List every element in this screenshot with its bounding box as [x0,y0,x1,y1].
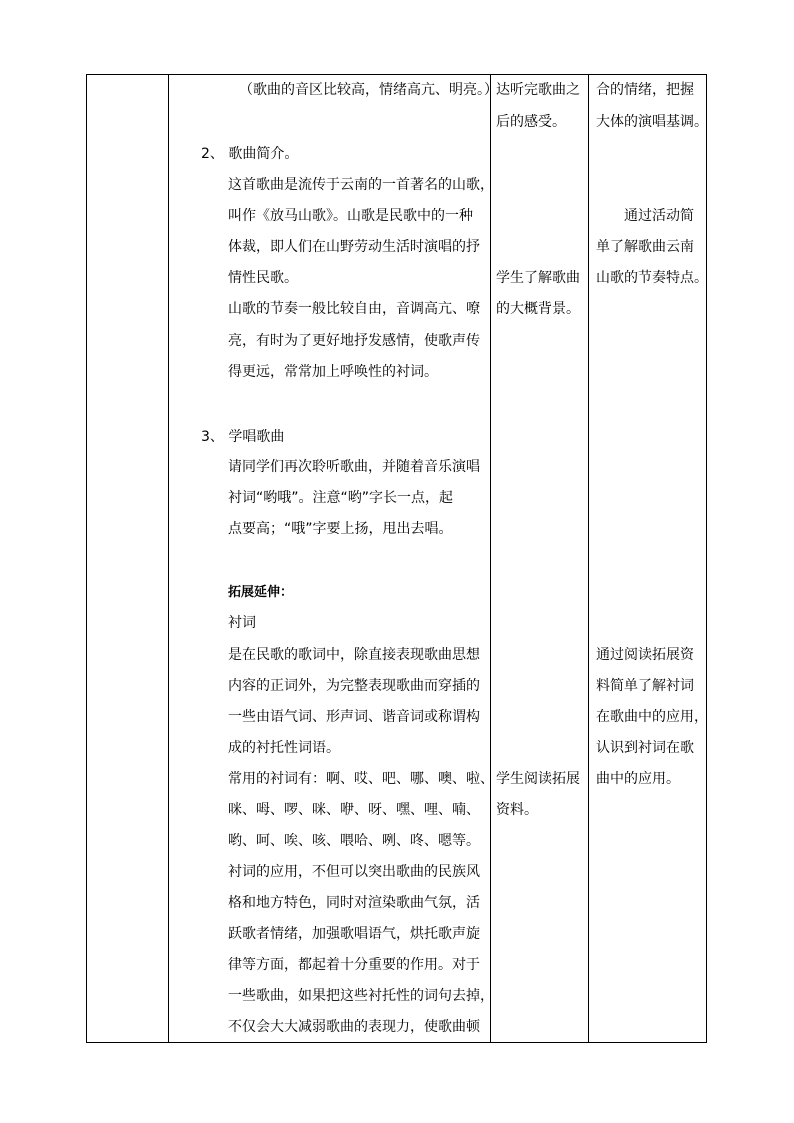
text-line: 单了解歌曲云南 [596,239,694,255]
text-line: 曲中的应用。 [596,771,680,787]
text-line: 跃歌者情绪，加强歌唱语气，烘托歌声旋 [228,926,480,942]
text-line: 请同学们再次聆听歌曲，并随着音乐演唱 [228,459,480,475]
text-line: 通过活动简 [624,208,694,224]
text-line: 的大概背景。 [496,301,580,317]
text-line: 点要高；“哦”字要上扬，甩出去唱。 [228,521,453,537]
text-line: 学生阅读拓展 [496,771,580,787]
text-line: 情性民歌。 [228,270,298,286]
text-line: 料简单了解衬词 [596,678,694,694]
text-line: 律等方面，都起着十分重要的作用。对于 [228,957,480,973]
column-divider [168,75,169,1042]
text-line: 衬词的应用，不但可以突出歌曲的民族风 [228,864,480,880]
section-heading: 2、 歌曲简介。 [201,146,299,162]
text-line: 格和地方特色，同时对渲染歌曲气氛，活 [228,895,480,911]
text-line: 一些由语气词、形声词、谐音词或称谓构 [228,709,480,725]
column-divider [490,75,491,1042]
text-line: 山歌的节奏一般比较自由，音调高亢、嘹 [228,301,480,317]
text-line: 成的衬托性词语。 [228,740,340,756]
text-line: 不仅会大大减弱歌曲的表现力，使歌曲顿 [228,1019,480,1035]
section-heading: 3、 学唱歌曲 [201,429,285,445]
text-line: 一些歌曲，如果把这些衬托性的词句去掉， [228,988,494,1004]
text-line: 常用的衬词有：啊、哎、吧、哪、噢、啦、 [228,771,494,787]
text-line: （歌曲的音区比较高，情绪高亢、明亮。） [239,82,498,98]
text-line: 学生了解歌曲 [496,270,580,286]
text-line: 叫作《放马山歌》。山歌是民歌中的一种 [228,208,473,224]
text-line: 内容的正词外，为完整表现歌曲而穿插的 [228,678,480,694]
text-line: 得更远，常常加上呼唤性的衬词。 [228,364,438,380]
column-divider [588,75,589,1042]
text-line: 衬词“哟哦”。注意“哟”字长一点，起 [228,490,454,506]
text-line: 哟、呵、唉、咳、喂哈、咧、咚、嗯等。 [228,833,480,849]
text-line: 合的情绪，把握 [596,82,694,98]
text-line: 认识到衬词在歌 [596,740,694,756]
text-line: 后的感受。 [496,114,566,130]
text-line: 亮，有时为了更好地抒发感情，使歌声传 [228,333,480,349]
text-line: 体裁，即人们在山野劳动生活时演唱的抒 [228,239,480,255]
text-line: 咪、呣、啰、咪、咿、呀、嘿、哩、喃、 [228,802,480,818]
extension-heading: 拓展延伸： [228,585,294,600]
text-line: 在歌曲中的应用， [596,709,708,725]
text-line: 达听完歌曲之 [496,82,580,98]
text-line: 大体的演唱基调。 [596,114,708,130]
text-line: 山歌的节奏特点。 [596,270,708,286]
text-line: 衬词 [228,615,256,631]
text-line: 通过阅读拓展资 [596,647,694,663]
text-line: 这首歌曲是流传于云南的一首著名的山歌， [228,177,494,193]
text-line: 资料。 [496,802,538,818]
text-line: 是在民歌的歌词中，除直接表现歌曲思想 [228,647,480,663]
